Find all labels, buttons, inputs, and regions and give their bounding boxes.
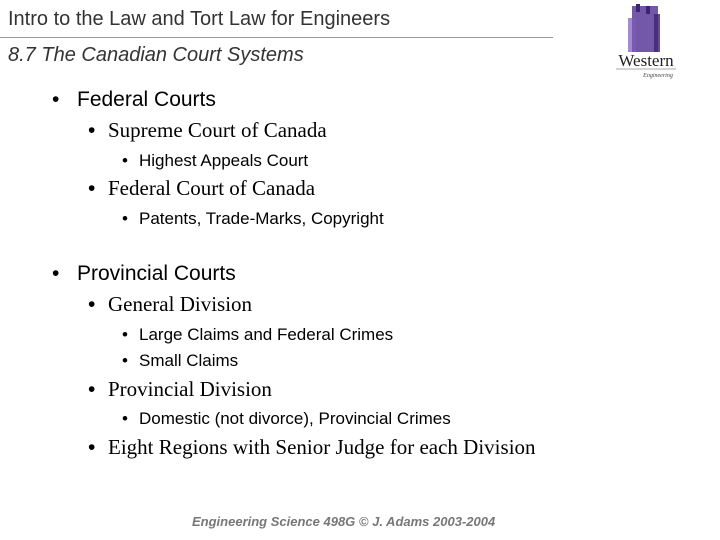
bullet-icon: •	[88, 293, 96, 317]
slide-header-title: Intro to the Law and Tort Law for Engineers	[8, 8, 391, 30]
bullet-icon: •	[88, 436, 96, 460]
bullet-level-1: Federal Courts	[77, 88, 216, 112]
bullet-level-3: Domestic (not divorce), Provincial Crimes	[139, 408, 451, 428]
bullet-level-3: Highest Appeals Court	[139, 150, 309, 170]
bullet-level-2: General Division	[108, 292, 253, 317]
bullet-level-2: Provincial Division	[108, 377, 272, 402]
bullet-icon: •	[122, 350, 128, 370]
bullet-icon: •	[122, 324, 128, 344]
bullet-icon: •	[122, 408, 128, 428]
bullet-level-2: Supreme Court of Canada	[108, 118, 327, 143]
bullet-level-3: Large Claims and Federal Crimes	[139, 324, 394, 344]
bullet-level-2: Federal Court of Canada	[108, 176, 316, 201]
svg-text:Engineering: Engineering	[643, 73, 673, 79]
bullet-icon: •	[52, 262, 60, 286]
western-engineering-logo	[610, 4, 682, 80]
bullet-icon: •	[88, 378, 96, 402]
bullet-level-3: Small Claims	[139, 350, 239, 370]
bullet-level-2: Eight Regions with Senior Judge for each Division	[108, 435, 536, 460]
bullet-level-3: Patents, Trade-Marks, Copyright	[139, 208, 384, 228]
bullet-icon: •	[52, 88, 60, 112]
bullet-icon: •	[88, 177, 96, 201]
header-divider	[0, 37, 553, 38]
bullet-level-1: Provincial Courts	[77, 262, 236, 286]
footer-text: Engineering Science 498G © J. Adams 2003-2004	[192, 514, 496, 529]
bullet-icon: •	[122, 150, 128, 170]
bullet-icon: •	[122, 208, 128, 228]
svg-text:Western: Western	[618, 51, 674, 70]
bullet-icon: •	[88, 119, 96, 143]
slide-title: 8.7 The Canadian Court Systems	[8, 44, 304, 66]
